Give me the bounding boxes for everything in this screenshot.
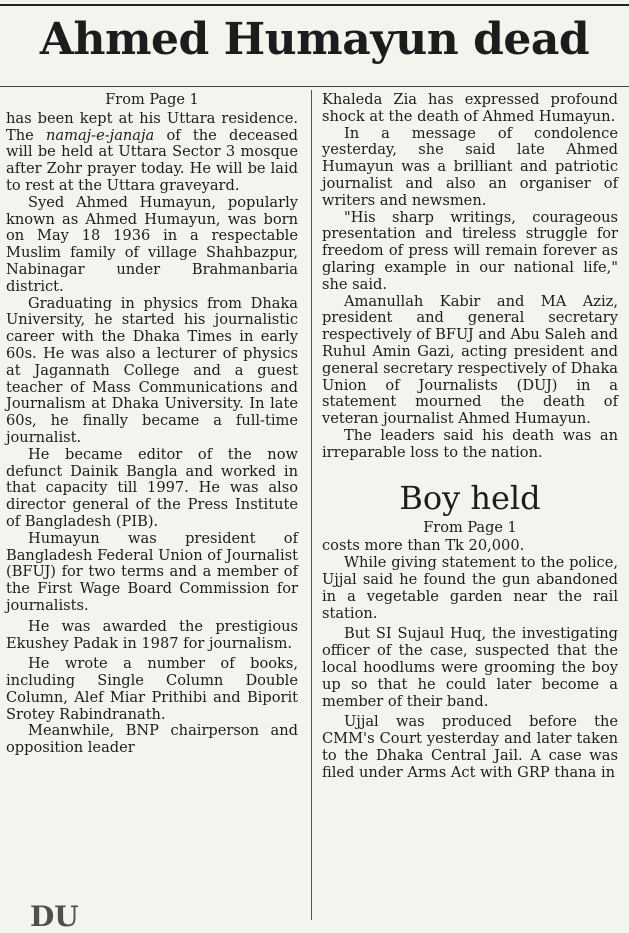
paragraph: Syed Ahmed Humayun, popularly known as Ahmed Humayun, was born on May 18 1936 in a respectable Muslim family of village Shahbazpur, Nabinagar under Brahmanbaria district.	[6, 193, 298, 295]
continued-from-label: From Page 1	[423, 519, 517, 536]
left-column	[6, 92, 298, 757]
top-rule	[0, 4, 629, 6]
paragraph: Amanullah Kabir and MA Aziz, president and general secretary respectively of BFUJ and Abu Saleh and Ruhul Amin Gazi, acting president and general secretary respectively of Dhaka Union of Journalists (DUJ) in a statement mourned the death of veteran journalist Ahmed Humayun.	[322, 292, 618, 428]
headline: Ahmed Humayun dead	[39, 14, 590, 65]
paragraph: In a message of condolence yesterday, she said late Ahmed Humayun was a brilliant and patriotic journalist and also an organiser of writers and newsmen.	[322, 124, 618, 209]
paragraph: While giving statement to the police, Ujjal said he found the gun abandoned in a vegetable garden near the rail station.	[322, 554, 618, 622]
paragraph: has been kept at his Uttara residence. The namaj-e-janaja of the deceased will be held at Uttara Sector 3 mosque after Zohr prayer today. He will be laid to rest at the Uttara graveyard.	[6, 109, 298, 194]
paragraph: Khaleda Zia has expressed profound shock at the death of Ahmed Humayun.	[322, 91, 618, 125]
paragraph: He was awarded the prestigious Ekushey Padak in 1987 for journalism.	[6, 617, 298, 652]
paragraph: Graduating in physics from Dhaka University, he started his journalistic career with the Dhaka Times in early 60s. He was also a lecturer of physics at Jagannath College and a guest teacher of Mass Communications and Journalism at Dhaka University. In late 60s, he finally became a full-time journalist.	[6, 294, 298, 446]
column-divider	[311, 90, 312, 920]
paragraph: He became editor of the now defunct Dainik Bangla and worked in that capacity till 1997. He was also director general of the Press Institute of Bangladesh (PIB).	[6, 445, 298, 530]
subheadline: Boy held	[399, 478, 541, 517]
continued-from-label: From Page 1	[105, 92, 199, 108]
paragraph: costs more than Tk 20,000.	[322, 537, 525, 555]
next-headline-fragment: DU	[30, 900, 79, 933]
right-column	[322, 92, 618, 781]
headline-rule	[0, 86, 629, 87]
paragraph: "His sharp writings, courageous presentation and tireless struggle for freedom of press will remain forever as glaring example in our national life," she said.	[322, 208, 618, 293]
paragraph: Ujjal was produced before the CMM's Court yesterday and later taken to the Dhaka Central Jail. A case was filed under Arms Act with GRP thana in	[322, 713, 618, 781]
paragraph: Humayun was president of Bangladesh Federal Union of Journalist (BFUJ) for two terms and a member of the First Wage Board Commission for journalists.	[6, 529, 298, 614]
paragraph: Meanwhile, BNP chairperson and opposition leader	[6, 722, 298, 757]
paragraph: The leaders said his death was an irreparable loss to the nation.	[322, 426, 618, 461]
paragraph: But SI Sujaul Huq, the investigating officer of the case, suspected that the local hoodlums were grooming the boy up so that he could later become a member of their band.	[322, 625, 618, 710]
italic-term: namaj-e-janaja	[46, 126, 155, 144]
paragraph: He wrote a number of books, including Single Column Double Column, Alef Miar Prithibi and Biporit Srotey Rabindranath.	[6, 655, 298, 723]
